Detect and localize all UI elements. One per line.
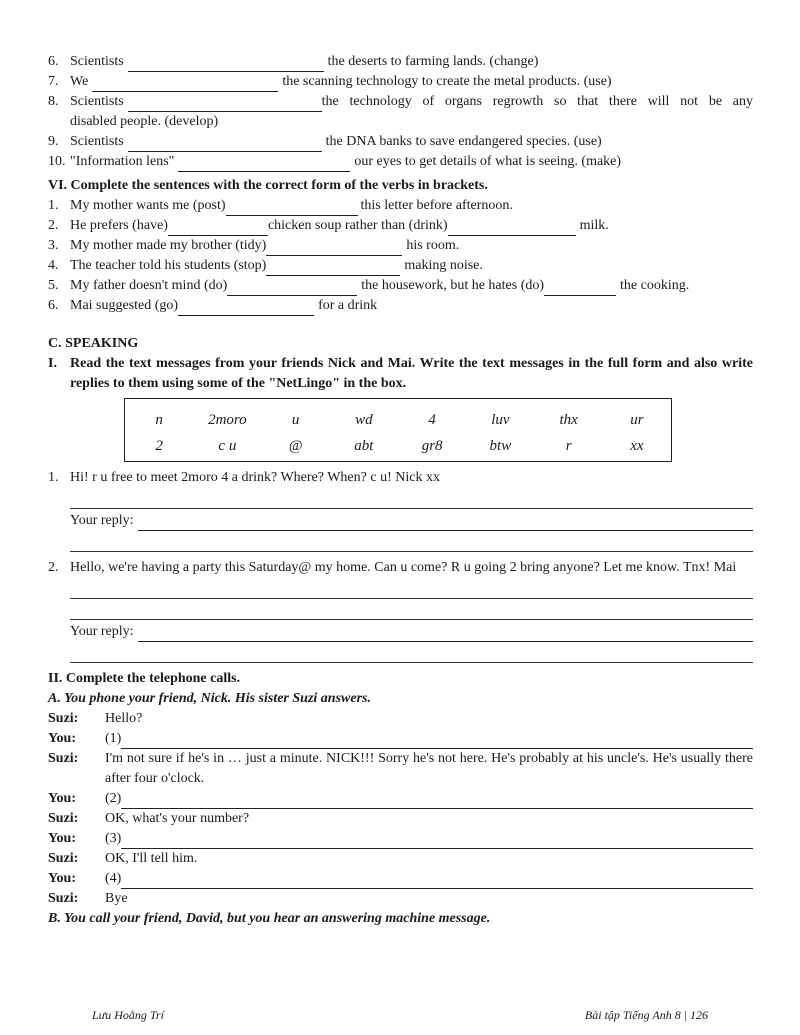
answer-blank[interactable] [121, 793, 753, 809]
ex5-item-7: 7. We the scanning technology to create the metal products. (use) [48, 72, 753, 92]
answer-line[interactable] [70, 642, 753, 663]
answer-line[interactable] [70, 599, 753, 620]
answer-blank[interactable] [266, 240, 402, 256]
answer-blank[interactable] [544, 280, 616, 296]
ex5-item-10: 10. "Information lens" our eyes to get details of what is seeing. (make) [48, 152, 753, 172]
answer-line[interactable] [70, 531, 753, 552]
ex5-item-8: 8. Scientists the technology of organs regrowth so that there will not be any [48, 92, 753, 112]
answer-blank[interactable] [178, 300, 314, 316]
ex6-item-2: 2. He prefers (have) chicken soup rather than (drink) milk. [48, 216, 753, 236]
answer-blank[interactable] [128, 56, 324, 72]
dialogue-line: Suzi: Hello? [48, 711, 143, 726]
footer-author: Lưu Hoằng Trí [92, 1008, 164, 1022]
netlingo-box [124, 398, 672, 462]
answer-line[interactable] [70, 578, 753, 599]
dialogue-line: You: (1) [48, 729, 753, 749]
dialogue-line: You: (3) [48, 829, 753, 849]
answer-line[interactable] [70, 488, 753, 509]
answer-blank[interactable] [138, 514, 753, 531]
reply-line-2[interactable]: Your reply: [70, 620, 753, 642]
telephone-heading: II. Complete the telephone calls. [48, 671, 241, 686]
ex6-item-3: 3. My mother made my brother (tidy) his room. [48, 236, 753, 256]
section-6-heading: VI. Complete the sentences with the correct form of the verbs in brackets. [48, 178, 488, 193]
ex5-item-9: 9. Scientists the DNA banks to save endangered species. (use) [48, 132, 753, 152]
answer-blank[interactable] [128, 136, 322, 152]
answer-blank[interactable] [121, 833, 753, 849]
ex5-item-8-cont: disabled people. (develop) [70, 114, 219, 129]
answer-blank[interactable] [178, 156, 350, 172]
dialogue-line: Suzi: Bye [48, 891, 128, 906]
ex6-item-6: 6. Mai suggested (go) for a drink [48, 296, 753, 316]
ex6-item-1: 1. My mother wants me (post) this letter before afternoon. [48, 196, 753, 216]
answer-blank[interactable] [121, 733, 753, 749]
dialogue-line: Suzi: OK, what's your number? [48, 811, 250, 826]
answer-blank[interactable] [121, 873, 753, 889]
worksheet-page [48, 52, 753, 929]
answer-blank[interactable] [266, 260, 400, 276]
footer-book-title: Bài tập Tiếng Anh 8 | 126 [584, 1008, 708, 1022]
answer-blank[interactable] [168, 220, 268, 236]
ex5-item-6: 6. Scientists the deserts to farming lands. (change) [48, 52, 753, 72]
reply-line-1[interactable]: Your reply: [70, 509, 753, 531]
speaking-part1-heading: I. Read the text messages from your friends Nick and Mai. Write the text messages in the full form and also write replies to them using some of the "NetLingo" in the box. [48, 356, 753, 391]
dialogue-line: You: (2) [48, 789, 753, 809]
answer-blank[interactable] [226, 200, 358, 216]
telephone-part-a-heading: A. You phone your friend, Nick. His sister Suzi answers. [48, 691, 371, 706]
answer-blank[interactable] [448, 220, 576, 236]
answer-blank[interactable] [138, 625, 753, 642]
netlingo-row-2: 2 c u @ abt gr8 btw r xx [155, 438, 644, 454]
dialogue-line: Suzi: I'm not sure if he's in … just a minute. NICK!!! Sorry he's not here. He's probably at his uncle's. He's usually there after four o'clock. [48, 751, 753, 786]
ex6-item-5: 5. My father doesn't mind (do) the housework, but he hates (do) the cooking. [48, 276, 753, 296]
dialogue-line: Suzi: OK, I'll tell him. [48, 851, 198, 866]
netlingo-row-1: n 2moro u wd 4 luv thx ur [155, 412, 644, 428]
message-2: 2. Hello, we're having a party this Saturday@ my home. Can u come? R u going 2 bring anyone? Let me know. Tnx! Mai [48, 560, 737, 575]
message-1: 1. Hi! r u free to meet 2moro 4 a drink? Where? When? c u! Nick xx [48, 470, 440, 485]
speaking-heading: C. SPEAKING [48, 336, 139, 351]
dialogue-line: You: (4) [48, 869, 753, 889]
answer-blank[interactable] [92, 76, 278, 92]
telephone-part-b-heading: B. You call your friend, David, but you hear an answering machine message. [48, 911, 491, 926]
answer-blank[interactable] [128, 96, 322, 112]
answer-blank[interactable] [227, 280, 357, 296]
ex6-item-4: 4. The teacher told his students (stop) making noise. [48, 256, 753, 276]
page-footer [92, 1005, 708, 1025]
